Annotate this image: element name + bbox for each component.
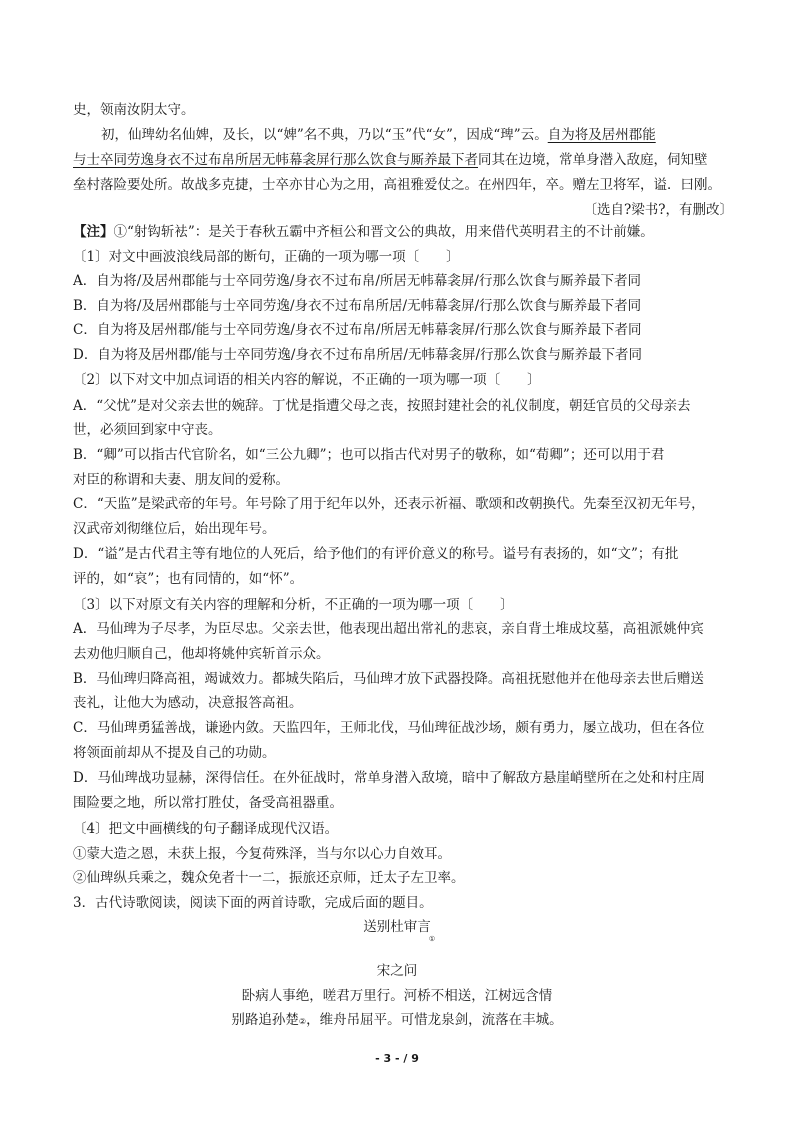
section-heading: 3．古代诗歌阅读，阅读下面的两首诗歌，完成后面的题目。 — [73, 895, 433, 911]
question-1: 〔1〕对文中画波浪线局部的断句，正确的一项为哪一项〔 〕 — [73, 249, 460, 265]
option-b-cont: 对臣的称谓和夫妻、朋友间的爱称。 — [73, 472, 289, 488]
footnote-marker: ① — [428, 935, 436, 943]
note-line — [73, 223, 733, 241]
option-c: C．马仙琕勇猛善战，谦逊内敛。天监四年，王师北伐，马仙琕征战沙场，颇有勇力，屡立战功，但在各位 — [73, 720, 705, 736]
text-line: 垒村落险要处所。故战多克捷，士卒亦甘心为之用，高祖雅爱仗之。在州四年，卒。赠左卫将军，谥．曰刚。 — [73, 177, 721, 193]
option-a-cont: 去劝他归顺自己，他却将姚仲宾斩首示众。 — [73, 646, 330, 662]
option-b: B．自为将/及居州郡能与士卒同劳逸/身衣不过布帛所居/无帏幕衾屏/行那么饮食与厮养最下者同 — [73, 298, 642, 314]
option-d-cont: 围险要之地，所以常打胜仗，备受高祖器重。 — [73, 795, 343, 811]
underlined-sentence: 与士卒同劳逸身衣不过布帛所居无帏幕衾屏行那么饮食与厮养最下者 — [73, 152, 478, 168]
source-citation: 〔选自?梁书?，有删改〕 — [583, 202, 733, 218]
text-line — [101, 126, 761, 144]
option-d-cont: 评的，如“哀”；也有同情的，如“怀”。 — [73, 571, 304, 587]
option-b: B．马仙琕归降高祖，竭诚效力。都城失陷后，马仙琕才放下武器投降。高祖抚慰他并在他母亲去世后赠送 — [73, 671, 704, 687]
underlined-sentence: 自为将及居州郡能 — [547, 127, 656, 143]
poem-title: 送别杜审言 — [363, 919, 431, 935]
option-b-cont: 丧礼，让他大为感动，决意报答高祖。 — [73, 695, 303, 711]
option-d: D．“谥”是古代君主等有地位的人死后，给予他们的有评价意义的称号。谥号有表扬的，如“文”；有批 — [73, 546, 679, 562]
note-label: 【注】 — [73, 224, 114, 240]
option-a: A．自为将/及居州郡能与士卒同劳逸/身衣不过布帛/所居无帏幕衾屏/行那么饮食与厮养最下者同 — [73, 273, 641, 289]
question-4: 〔4〕把文中画横线的句子翻译成现代汉语。 — [73, 821, 339, 837]
note-text: ①“射钩斩袪”：是关于春秋五霸中齐桓公和晋文公的典故，用来借代英明君主的不计前嫌。 — [113, 224, 654, 240]
poem-text: 别路追孙楚 — [231, 1012, 299, 1028]
option-c-cont: 汉武帝刘彻继位后，始出现年号。 — [73, 521, 276, 537]
page-number: - 3 - / 9 — [375, 1052, 419, 1065]
poem-text: ，维舟吊屈平。可惜龙泉剑，流落在丰城。 — [306, 1012, 563, 1028]
poem-author: 宋之问 — [376, 963, 418, 979]
option-a: A．马仙琕为子尽孝，为臣尽忠。父亲去世，他表现出超出常礼的悲哀，亲自背土堆成坟墓，高祖派姚仲宾 — [73, 621, 704, 637]
text-span: 同其在边境，常单身潜入敌庭，伺知壁 — [478, 152, 708, 168]
footnote-marker: ② — [298, 1017, 307, 1026]
text-span: 初，仙琕幼名仙婢，及长，以“婢”名不典，乃以“玉”代“女”，因成“琕”云。 — [101, 127, 548, 143]
option-b: B．“卿”可以指古代官阶名，如“三公九卿”；也可以指古代对男子的敬称，如“荀卿”；还可以用于君 — [73, 447, 665, 463]
text-line — [73, 151, 733, 169]
option-c: C．“天监”是梁武帝的年号。年号除了用于纪年以外，还表示祈福、歌颂和改朝换代。先秦至汉初无年号， — [73, 496, 705, 512]
translation-item-2: ②仙琕纵兵乘之，魏众免者十一二，振旅还京师，迁太子左卫率。 — [73, 870, 465, 886]
option-a: A．“父忧”是对父亲去世的婉辞。丁忧是指遭父母之丧，按照封建社会的礼仪制度，朝廷官员的父母亲去 — [73, 398, 691, 414]
option-d: D．马仙琕战功显赫，深得信任。在外征战时，常单身潜入敌境，暗中了解敌方悬崖峭壁所在之处和村庄周 — [73, 770, 705, 786]
question-2: 〔2〕以下对文中加点词语的相关内容的解说，不正确的一项为哪一项〔 〕 — [73, 372, 541, 388]
option-a-cont: 世，必须回到家中守丧。 — [73, 422, 222, 438]
text-line: 史，领南汝阴太守。 — [73, 102, 195, 118]
option-d: D．自为将及居州郡/能与士卒同劳逸/身衣不过布帛所居/无帏幕衾屏/行那么饮食与厮养最下者同 — [73, 347, 643, 363]
option-c-cont: 将领面前却从不提及自己的功勋。 — [73, 745, 276, 761]
question-3: 〔3〕以下对原文有关内容的理解和分析，不正确的一项为哪一项〔 〕 — [73, 597, 514, 613]
translation-item-1: ①蒙大造之恩，未获上报，今复荷殊泽，当与尔以心力自效耳。 — [73, 846, 451, 862]
poem-line — [0, 1011, 794, 1031]
option-c: C．自为将及居州郡/能与士卒同劳逸/身衣不过布帛/所居无帏幕衾屏/行那么饮食与厮养最下者同 — [73, 322, 642, 338]
poem-line: 卧病人事绝，嗟君万里行。河桥不相送，江树远含情 — [241, 988, 553, 1004]
